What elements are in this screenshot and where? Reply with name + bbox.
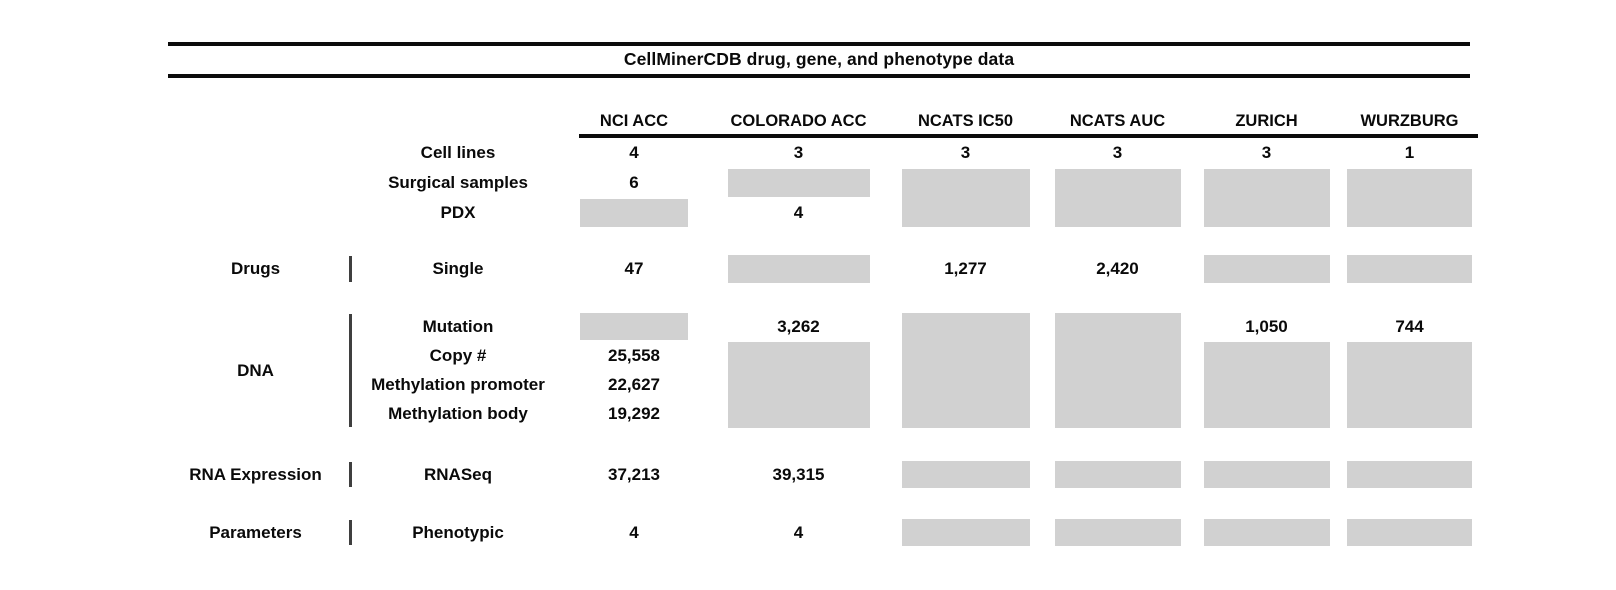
cell-cell-lines-wurzburg: 1 [1404, 143, 1415, 162]
row-label-mutation: Mutation [422, 316, 494, 336]
cell-phenotypic-colorado-acc: 4 [793, 522, 804, 542]
masked-cell-rnaseq-wurzburg [1347, 461, 1472, 488]
cell-rnaseq-colorado-acc: 39,315 [772, 464, 825, 484]
masked-cell-surgical-samples-colorado-acc [728, 169, 870, 197]
group-divider-dna [349, 314, 352, 427]
masked-cell-phenotypic-zurich [1204, 519, 1330, 546]
group-divider-rna-expression [349, 462, 352, 487]
row-label-methylation-promoter: Methylation promoter [371, 374, 545, 394]
masked-cell-rnaseq-ncats-auc [1055, 461, 1181, 488]
masked-cell-phenotypic-ncats-ic50 [902, 519, 1030, 546]
data-table [168, 102, 1478, 547]
row-label-single: Single [432, 259, 484, 278]
masked-cell-pdx-nci-acc [580, 199, 688, 227]
masked-cell-phenotypic-wurzburg [1347, 519, 1472, 546]
row-label-phenotypic: Phenotypic [412, 522, 504, 542]
cell-cell-lines-zurich: 3 [1261, 143, 1272, 162]
cell-mutation-zurich: 1,050 [1245, 316, 1288, 336]
row-label-cell-lines: Cell lines [420, 143, 496, 162]
cell-cell-lines-ncats-auc: 3 [1112, 143, 1123, 162]
cell-mutation-wurzburg: 744 [1395, 316, 1424, 336]
cell-cell-lines-colorado-acc: 3 [793, 143, 804, 162]
cell-single-nci-acc: 47 [624, 259, 644, 278]
masked-cell-dna-ncats-auc [1055, 313, 1181, 428]
masked-cell-dna-ncats-ic50 [902, 313, 1030, 428]
table-title-bar [168, 42, 1470, 78]
group-divider-drugs [349, 256, 352, 282]
masked-cell-rnaseq-ncats-ic50 [902, 461, 1030, 488]
cell-pdx-colorado-acc: 4 [793, 203, 804, 222]
cell-single-ncats-ic50: 1,277 [944, 259, 987, 278]
row-label-rnaseq: RNASeq [423, 464, 492, 484]
masked-cell-phenotypic-ncats-auc [1055, 519, 1181, 546]
cell-phenotypic-nci-acc: 4 [629, 522, 639, 542]
masked-cell-mutation-nci-acc [580, 313, 688, 340]
row-label-methylation-body: Methylation body [388, 404, 528, 423]
masked-cell-single-zurich [1204, 255, 1330, 283]
row-label-surgical-samples: Surgical samples [388, 173, 528, 192]
cell-rnaseq-nci-acc: 37,213 [608, 464, 660, 484]
masked-cell-surgical-pdx-wurzburg [1347, 169, 1472, 227]
cell-single-ncats-auc: 2,420 [1096, 259, 1139, 278]
column-header-colorado-acc: COLORADO ACC [730, 112, 867, 130]
cell-methylation-promoter-nci-acc: 22,627 [608, 374, 660, 394]
masked-cell-surgical-pdx-ncats-auc [1055, 169, 1181, 227]
group-divider-parameters [349, 520, 352, 545]
masked-cell-single-colorado-acc [728, 255, 870, 283]
masked-cell-dna-colorado-acc [728, 342, 870, 428]
group-label-dna: DNA [237, 360, 274, 380]
cell-mutation-colorado-acc: 3,262 [777, 316, 820, 336]
masked-cell-surgical-pdx-ncats-ic50 [902, 169, 1030, 227]
column-header-zurich: ZURICH [1235, 112, 1298, 130]
column-header-wurzburg: WURZBURG [1360, 112, 1459, 130]
cell-methylation-body-nci-acc: 19,292 [608, 404, 660, 423]
group-label-rna-expression: RNA Expression [189, 464, 322, 484]
masked-cell-surgical-pdx-zurich [1204, 169, 1330, 227]
masked-cell-single-wurzburg [1347, 255, 1472, 283]
row-label-pdx: PDX [440, 203, 476, 222]
cell-cell-lines-ncats-ic50: 3 [960, 143, 971, 162]
masked-cell-dna-wurzburg [1347, 342, 1472, 428]
row-label-copy-number: Copy # [429, 345, 487, 365]
column-header-nci-acc: NCI ACC [599, 112, 669, 130]
group-label-parameters: Parameters [209, 522, 302, 542]
cell-cell-lines-nci-acc: 4 [629, 143, 639, 162]
masked-cell-dna-zurich [1204, 342, 1330, 428]
column-header-ncats-ic50: NCATS IC50 [917, 112, 1014, 130]
masked-cell-rnaseq-zurich [1204, 461, 1330, 488]
table-title: CellMinerCDB drug, gene, and phenotype data [623, 49, 1015, 69]
column-header-ncats-auc: NCATS AUC [1069, 112, 1166, 130]
cell-surgical-samples-nci-acc: 6 [629, 173, 639, 192]
cell-copy-number-nci-acc: 25,558 [608, 345, 660, 365]
group-label-drugs: Drugs [230, 259, 281, 278]
